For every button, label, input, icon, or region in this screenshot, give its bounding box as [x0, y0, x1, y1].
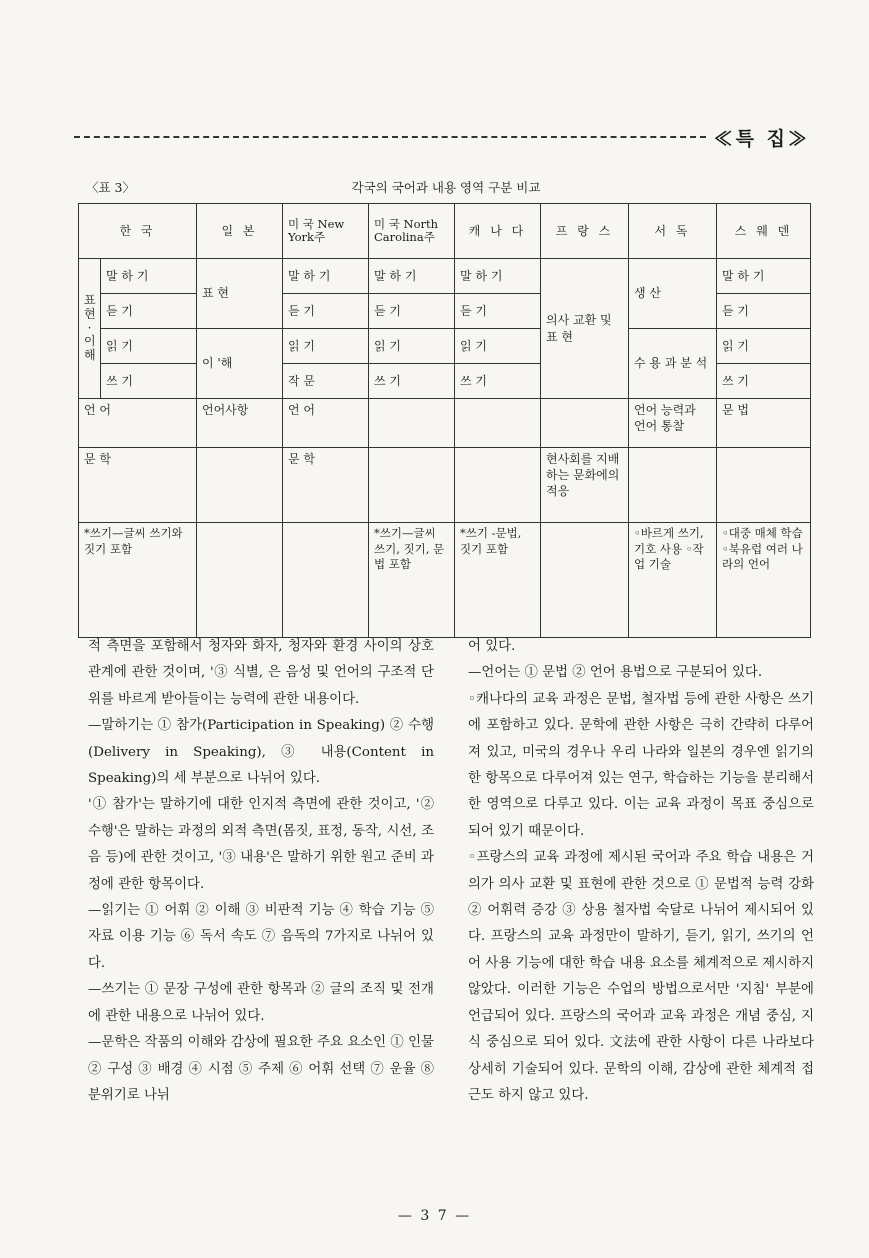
section-header [74, 122, 810, 152]
table-cell: 듣 기 [717, 294, 811, 329]
table-cell: 문 법 [717, 399, 811, 448]
paragraph: —문학은 작품의 이해와 감상에 필요한 주요 요소인 ① 인물 ② 구성 ③ 배경 ④ 시점 ⑤ 주제 ⑥ 어휘 선택 ⑦ 운율 ⑧ 분위기로 나뉘 [88, 1035, 434, 1103]
col-france: 프 랑 스 [541, 204, 629, 259]
col-korea: 한 국 [79, 204, 197, 259]
table-cell [197, 523, 283, 638]
table-cell [717, 448, 811, 523]
table-cell [541, 399, 629, 448]
col-sweden: 스 웨 덴 [717, 204, 811, 259]
table-cell: 문 학 [79, 448, 197, 523]
table-cell: 문 학 [283, 448, 369, 523]
paragraph: ◦캐나다의 교육 과정은 문법, 철자법 등에 관한 사항은 쓰기에 포함하고 있다. 문학에 관한 사항은 극히 간략히 다루어져 있고, 미국의 경우나 우리 나라와 일본의 경우엔 읽기의 한 항목으로 다루어져 있는 연구, 학습하는 기능을 분리해서 한 영역으로 다루고 있다. 이는 교육 과정이 목표 중심으로 되어 있기 때문이다. [468, 691, 814, 839]
page-number: — 3 7 — [397, 1208, 472, 1224]
paragraph: —읽기는 ① 어휘 ② 이해 ③ 비판적 기능 ④ 학습 기능 ⑤ 자료 이용 기능 ⑥ 독서 속도 ⑦ 음독의 7가지로 나뉘어 있다. [88, 903, 434, 971]
paragraph: —말하기는 ① 참가(Participation in Speaking) ② 수행(Delivery in Speaking), ③ 내용(Content in Speaking)의 세 부분으로 나뉘어 있다. [88, 718, 434, 787]
table-cell: 수 용 과 분 석 [629, 329, 717, 399]
table-cell: 읽 기 [455, 329, 541, 364]
table-caption [86, 175, 806, 197]
table-cell: 듣 기 [369, 294, 455, 329]
table-cell: 말 하 기 [455, 259, 541, 294]
table-cell: 언어사항 [197, 399, 283, 448]
table-cell: 언 어 [283, 399, 369, 448]
table-tag: 〈표 3〉 [86, 180, 136, 195]
table-row [79, 329, 811, 364]
body-text [88, 634, 814, 1192]
left-column [88, 634, 434, 1192]
table-cell [197, 448, 283, 523]
right-column [468, 634, 814, 1192]
table-cell [283, 523, 369, 638]
paragraph: '① 참가'는 말하기에 대한 인지적 측면에 관한 것이고, '② 수행'은 말하는 과정의 외적 측면(몸짓, 표정, 동작, 시선, 조음 등)에 관한 것이고, '③ 내용'은 말하기 위한 원고 준비 과정에 관한 항목이다. [88, 797, 434, 892]
paragraph: ◦프랑스의 교육 과정에 제시된 국어과 주요 학습 내용은 거의가 의사 교환 및 표현에 관한 것으로 ① 문법적 능력 강화 ② 어휘력 증강 ③ 상용 철자법 숙달로 나뉘어 제시되어 있다. 프랑스의 교육 과정만이 말하기, 듣기, 읽기, 쓰기의 언어 사용 기능에 대한 학습 내용 요소를 체계적으로 제시하지 않았다. 이러한 기능은 수업의 방법으로서만 '지침' 부분에 언급되어 있다. 프랑스의 국어과 교육 과정은 개념 중심, 지식 중심으로 되어 있다. 文法에 관한 사항이 다른 나라보다 상세히 기술되어 있다. 문학의 이해, 감상에 관한 체계적 접근도 하지 않고 있다. [468, 850, 814, 1103]
table-cell: 말 하 기 [101, 259, 197, 294]
table-row [79, 399, 811, 448]
table-header-row [79, 204, 811, 259]
col-germany: 서 독 [629, 204, 717, 259]
table-row [79, 448, 811, 523]
table-cell: 쓰 기 [717, 364, 811, 399]
table-cell: 쓰 기 [101, 364, 197, 399]
table-cell: 쓰 기 [369, 364, 455, 399]
table-cell: 읽 기 [101, 329, 197, 364]
table-cell: 이 '해 [197, 329, 283, 399]
table-cell [369, 399, 455, 448]
col-canada: 캐 나 다 [455, 204, 541, 259]
table-cell: ◦바르게 쓰기,기호 사용 ◦작업 기술 [629, 523, 717, 638]
dashed-rule [74, 136, 706, 138]
table-cell: 말 하 기 [369, 259, 455, 294]
table-title: 각국의 국어과 내용 영역 구분 비교 [351, 180, 541, 195]
col-ncarolina: 미 국 North Carolina주 [369, 204, 455, 259]
table-cell: 의사 교환 및 표 현 [541, 259, 629, 399]
table-cell: 말 하 기 [283, 259, 369, 294]
paragraph: —언어는 ① 문법 ② 언어 용법으로 구분되어 있다. [468, 665, 763, 681]
table-cell: 언어 능력과 언어 통찰 [629, 399, 717, 448]
table-cell: 듣 기 [101, 294, 197, 329]
table-cell: 작 문 [283, 364, 369, 399]
table-cell: 생 산 [629, 259, 717, 329]
table-cell: 읽 기 [283, 329, 369, 364]
comparison-table [78, 203, 811, 638]
table-cell: *쓰기—글씨 쓰기, 짓기, 문법 포함 [369, 523, 455, 638]
table-row [79, 259, 811, 294]
table-cell [541, 523, 629, 638]
table-cell: *쓰기 -문법, 짓기 포함 [455, 523, 541, 638]
table-cell: 읽 기 [369, 329, 455, 364]
table-cell: 언 어 [79, 399, 197, 448]
table-cell: 말 하 기 [717, 259, 811, 294]
paragraph: 적 측면을 포함해서 청자와 화자, 청자와 환경 사이의 상호 관계에 관한 것이며, '③ 식별, 은 음성 및 언어의 구조적 단위를 바르게 받아들이는 능력에 관한 내용이다. [88, 639, 434, 707]
table-cell: 듣 기 [283, 294, 369, 329]
korea-group-label: 표현·이해 [79, 259, 101, 399]
table-cell: 듣 기 [455, 294, 541, 329]
table-cell [629, 448, 717, 523]
col-newyork: 미 국 New York주 [283, 204, 369, 259]
table-cell [455, 448, 541, 523]
table-cell: 읽 기 [717, 329, 811, 364]
table-cell [369, 448, 455, 523]
table-cell: ◦대중 매체 학습 ◦북유럽 여러 나라의 언어 [717, 523, 811, 638]
section-label: ≪특 집≫ [713, 127, 810, 150]
table-cell: 표 현 [197, 259, 283, 329]
paragraph: 어 있다. [468, 639, 516, 654]
table-cell: *쓰기—글씨 쓰기와 짓기 포함 [79, 523, 197, 638]
table-cell: 현사회를 지배하는 문화에의 적응 [541, 448, 629, 523]
table-cell: 쓰 기 [455, 364, 541, 399]
table-cell [455, 399, 541, 448]
paragraph: —쓰기는 ① 문장 구성에 관한 항목과 ② 글의 조직 및 전개에 관한 내용으로 나뉘어 있다. [88, 982, 434, 1024]
table-row [79, 523, 811, 638]
col-japan: 일 본 [197, 204, 283, 259]
